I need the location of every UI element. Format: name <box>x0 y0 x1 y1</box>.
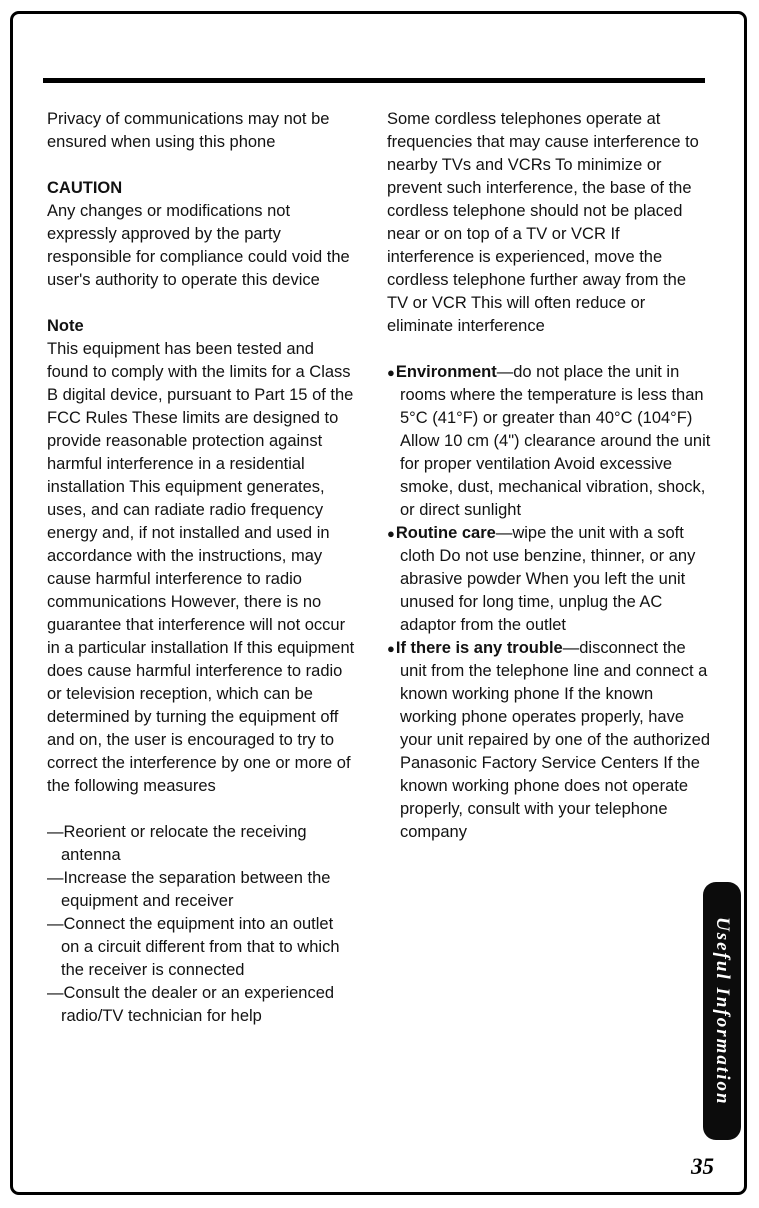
measure-item: —Reorient or relocate the receiving antenna <box>47 823 307 864</box>
privacy-paragraph: Privacy of communications may not be ensured when using this phone <box>47 110 330 151</box>
note-paragraph: This equipment has been tested and found to comply with the limits for a Class B digital device, pursuant to Part 15 of the FCC Rules These limits are designed to provide reasonable protection against harmful interference in a residential installation This equipment generates, uses, and can radiate radio frequency energy and, if not installed and used in accordance with the instructions, may cause harmful interference to radio communications However, there is no guarantee that interference will not occur in a particular installation If this equipment does cause harmful interference to radio or television reception, which can be determined by turning the equipment off and on, the user is encouraged to try to correct the interference by one or more of the following measures <box>47 340 355 795</box>
bullet-lead: Routine care <box>395 524 496 542</box>
page-number: 35 <box>691 1154 714 1179</box>
bullet-text: —do not place the unit in rooms where the temperature is less than 5°C (41°F) or greater than 40°C (104°F) Allow 10 cm (4") clearance around the unit for proper ventilation Avoid excessive smoke, dust, mechanical vibration, shock, or direct sunlight <box>400 363 711 519</box>
manual-page <box>10 11 747 1195</box>
bullet-lead: Environment <box>395 363 497 381</box>
bullet-icon: ● <box>387 526 395 541</box>
bullet-item-routine-care <box>387 522 711 637</box>
measures-list <box>47 821 355 1028</box>
bullet-text: —wipe the unit with a soft cloth Do not use benzine, thinner, or any abrasive powder When you left the unit unused for long time, unplug the AC adaptor from the outlet <box>400 524 696 634</box>
tv-interference-paragraph: Some cordless telephones operate at frequencies that may cause interference to nearby TVs and VCRs To minimize or prevent such interference, the base of the cordless telephone should not be placed near or on top of a TV or VCR If interference is experienced, move the cordless telephone further away from the TV or VCR This will often reduce or eliminate interference <box>387 110 699 335</box>
left-column <box>47 108 355 1028</box>
measure-item: —Connect the equipment into an outlet on a circuit different from that to which the receiver is connected <box>47 915 340 979</box>
bullet-icon: ● <box>387 365 395 380</box>
note-heading: Note <box>47 317 84 335</box>
measure-item: —Increase the separation between the equipment and receiver <box>47 869 331 910</box>
useful-information-tab-label: Useful Information <box>712 916 733 1106</box>
right-column <box>387 108 711 1028</box>
caution-heading: CAUTION <box>47 179 123 197</box>
useful-information-tab <box>703 882 741 1140</box>
bullet-item-environment <box>387 361 711 522</box>
bullet-lead: If there is any trouble <box>395 639 563 657</box>
page-content <box>47 108 711 1028</box>
top-rule <box>43 78 705 83</box>
caution-paragraph: Any changes or modifications not expressly approved by the party responsible for compliance could void the user's authority to operate this device <box>47 202 350 289</box>
bullet-item-trouble <box>387 637 711 844</box>
bullet-text: —disconnect the unit from the telephone line and connect a known working phone If the known working phone operates properly, have your unit repaired by one of the authorized Panasonic Factory Service Centers If the known working phone does not operate properly, consult with your telephone company <box>400 639 711 841</box>
care-bullet-list <box>387 361 711 844</box>
bullet-icon: ● <box>387 641 395 656</box>
measure-item: —Consult the dealer or an experienced radio/TV technician for help <box>47 984 335 1025</box>
